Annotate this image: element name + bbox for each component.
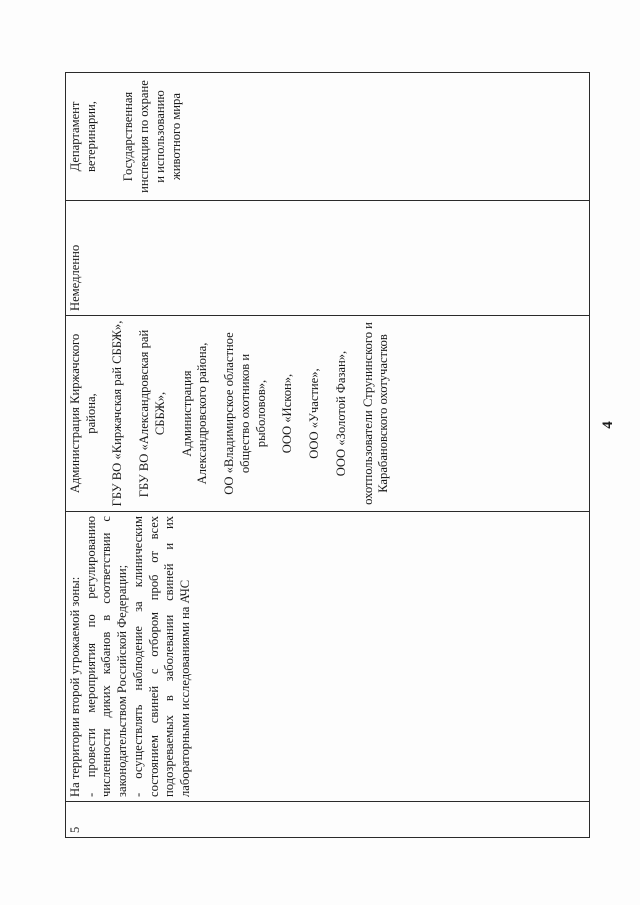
- row-number: 5: [66, 802, 590, 838]
- executor-text: ООО «Золотой Фазан»,: [333, 350, 348, 477]
- executor-text: Администрация Киржачского района,: [68, 333, 98, 494]
- executor-text: ОО «Владимирское областное общество охотников и рыболовов»,: [222, 332, 268, 495]
- executor-text: ГБУ ВО «Александровская рай СББЖ»,: [137, 329, 167, 498]
- measure-text: На территории второй угрожаемой зоны:: [68, 576, 82, 797]
- controller-text: Государственная инспекция по охране и использованию животного мира: [121, 80, 183, 193]
- executors-cell: [66, 316, 590, 512]
- executor-text: ООО «Участие»,: [307, 368, 322, 459]
- measures-table: [65, 72, 590, 838]
- measure-text: - осуществлять наблюдение за клиническим состоянием свиней с отбором проб от всех подозреваемых в заболевании свиней и их лабораторными исследованиями на АЧС: [130, 516, 193, 797]
- deadline-cell: Немедленно: [66, 201, 590, 316]
- executor-text: ГБУ ВО «Киржачская рай СББЖ»,: [110, 320, 125, 507]
- executor-text: охотпользователи Струнинского и Карабановского охотучастков: [360, 322, 391, 505]
- controller-text: Департамент ветеринарии,: [68, 101, 98, 172]
- measure-text: - провести мероприятия по регулированию численности диких кабанов в соответствии с законодательством Российской Федерации;: [83, 516, 130, 797]
- table-row: [66, 73, 590, 838]
- measures-table-rotated: [65, 73, 590, 838]
- controllers-cell: [66, 73, 590, 201]
- executor-text: Администрация Александровского района,: [179, 342, 210, 485]
- executor-text: ООО «Искон»,: [280, 373, 295, 454]
- page-number: 4: [600, 421, 616, 429]
- measures-cell: [66, 512, 590, 802]
